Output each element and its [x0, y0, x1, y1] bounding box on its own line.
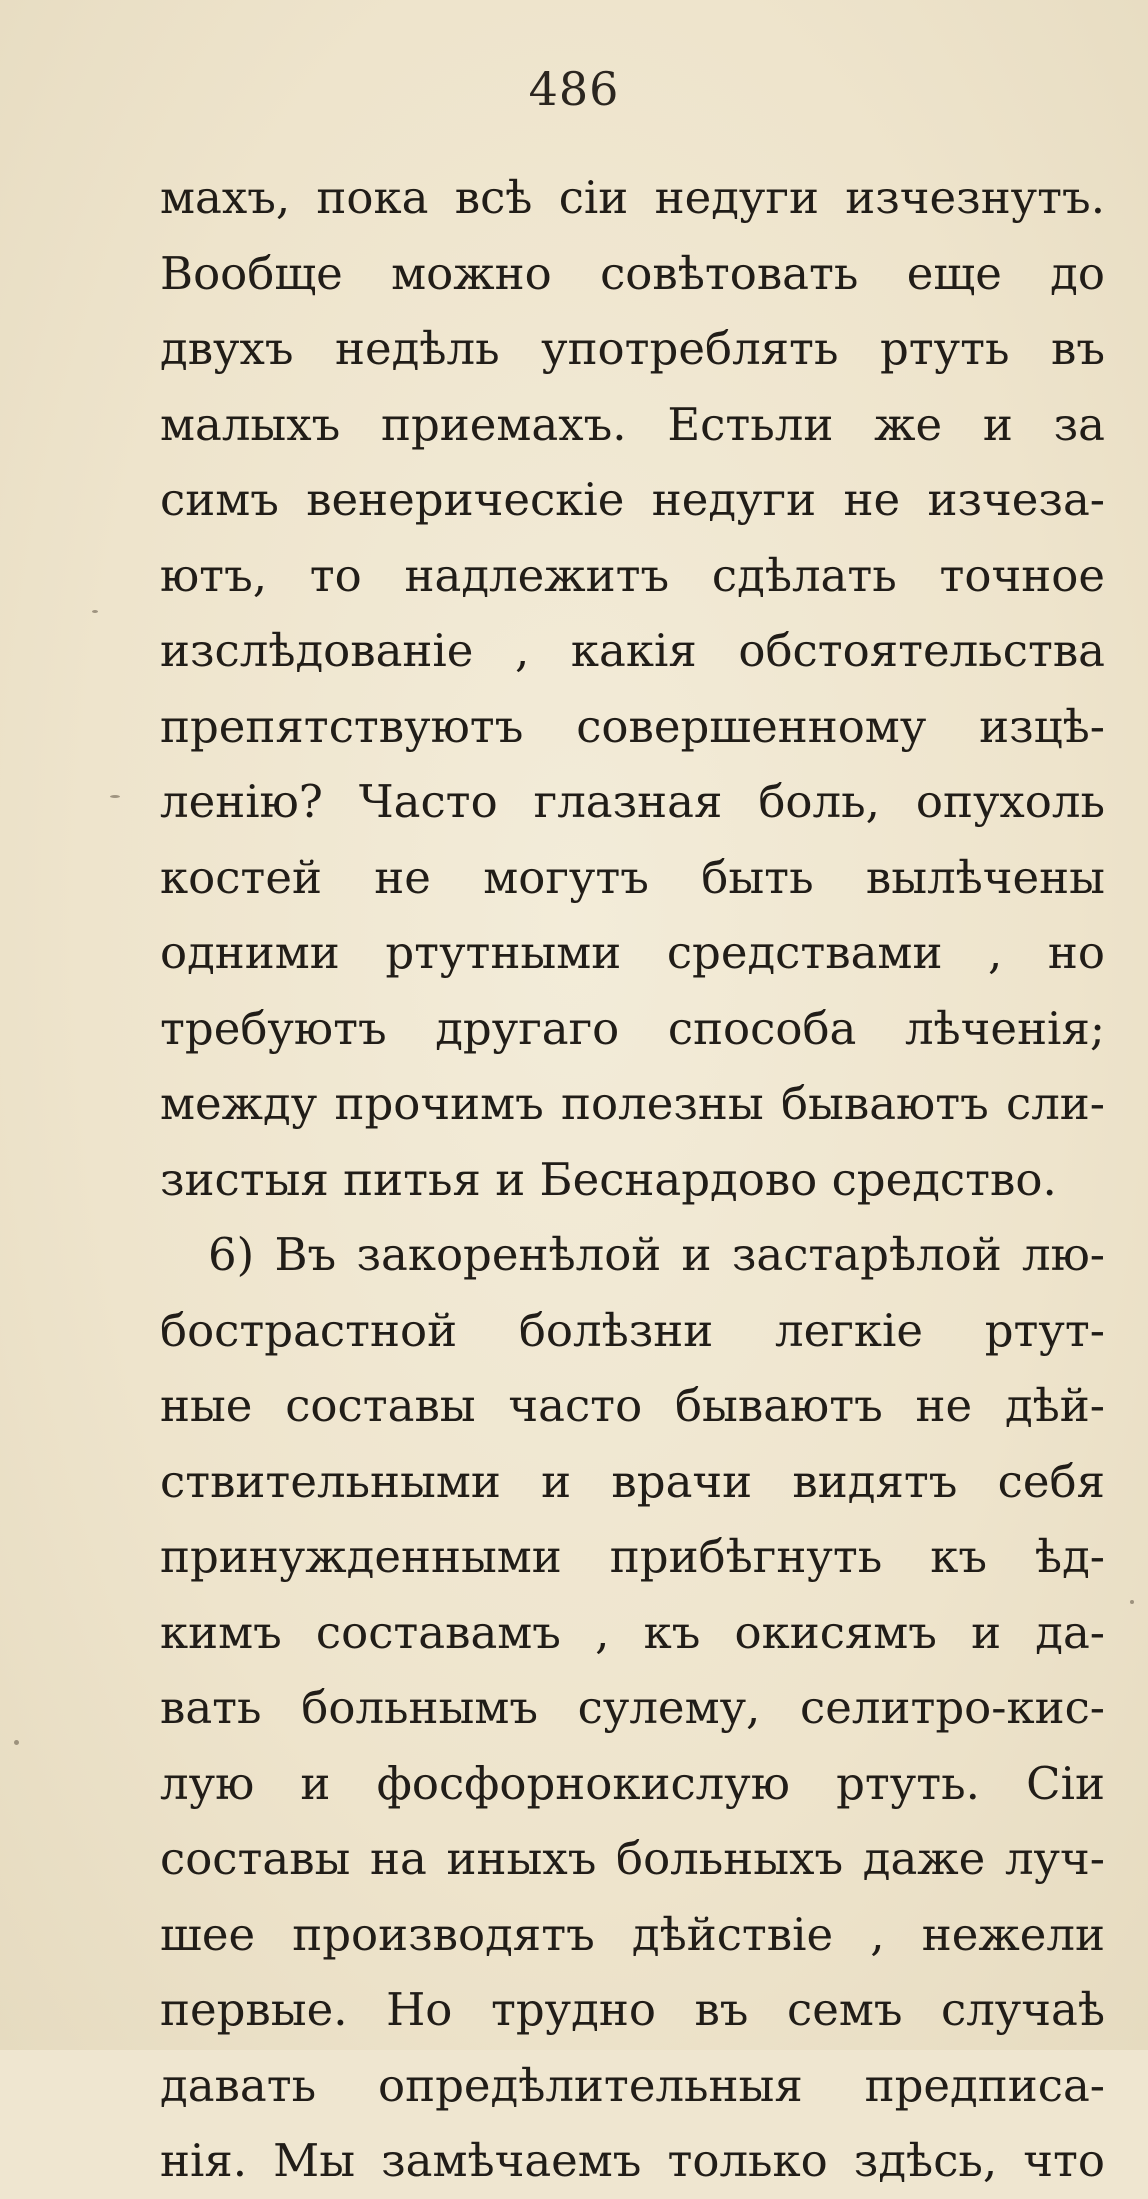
paper-speck — [92, 610, 98, 613]
text-line: махъ, пока всѣ сіи недуги изчезнутъ. — [160, 171, 1105, 224]
text-line: костей не могутъ быть вылѣчены — [160, 850, 1105, 904]
text-line: ютъ, то надлежитъ сдѣлать точное — [160, 548, 1105, 602]
text-line: ствительными и врачи видятъ себя — [160, 1454, 1105, 1508]
text-line: давать опредѣлительныя предписа- — [160, 2058, 1105, 2112]
text-line: кимъ составамъ , къ окисямъ и да- — [160, 1605, 1105, 1659]
text-line: одними ртутными средствами , но — [160, 926, 1105, 979]
paper-speck — [14, 1740, 19, 1745]
text-line: Вообще можно совѣтовать еще до — [160, 246, 1105, 300]
text-line: 6) Въ закоренѣлой и застарѣлой лю- — [208, 1228, 1105, 1281]
page-number: 486 — [528, 62, 620, 116]
paper-speck — [110, 795, 120, 798]
text-line: двухъ недѣль употреблять ртуть въ — [160, 322, 1105, 375]
text-line: принужденными прибѣгнуть къ ѣд- — [160, 1530, 1105, 1583]
text-line: между прочимъ полезны бываютъ сли- — [160, 1077, 1105, 1130]
paper-speck — [1130, 1600, 1134, 1604]
text-line: малыхъ приемахъ. Естьли же и за — [160, 397, 1105, 451]
text-line: шее производятъ дѣйствіе , нежели — [160, 1907, 1105, 1961]
text-line: бострастной болѣзни легкіе ртут- — [160, 1303, 1105, 1357]
text-line: ные составы часто бываютъ не дѣй- — [160, 1379, 1105, 1432]
text-line: зистыя питья и Беснардово средство. — [160, 1152, 1057, 1206]
body-text — [160, 160, 1105, 2199]
text-line: нія. Мы замѣчаемъ только здѣсь, что — [160, 2134, 1105, 2187]
text-line: вать больнымъ сулему, селитро-кис- — [160, 1681, 1105, 1734]
text-line: изслѣдованіе , какія обстоятельства — [160, 624, 1105, 677]
text-line: первые. Но трудно въ семъ случаѣ — [160, 1983, 1105, 2036]
text-line: препятствуютъ совершенному изцѣ- — [160, 699, 1105, 753]
text-line: лую и фосфорнокислую ртуть. Сіи — [160, 1756, 1105, 1810]
text-line: ленію? Часто глазная боль, опухоль — [160, 775, 1105, 828]
text-line: составы на иныхъ больныхъ даже луч- — [160, 1832, 1105, 1885]
text-line: требуютъ другаго способа лѣченія; — [160, 1001, 1105, 1055]
text-line: симъ венерическіе недуги не изчеза- — [160, 473, 1105, 526]
